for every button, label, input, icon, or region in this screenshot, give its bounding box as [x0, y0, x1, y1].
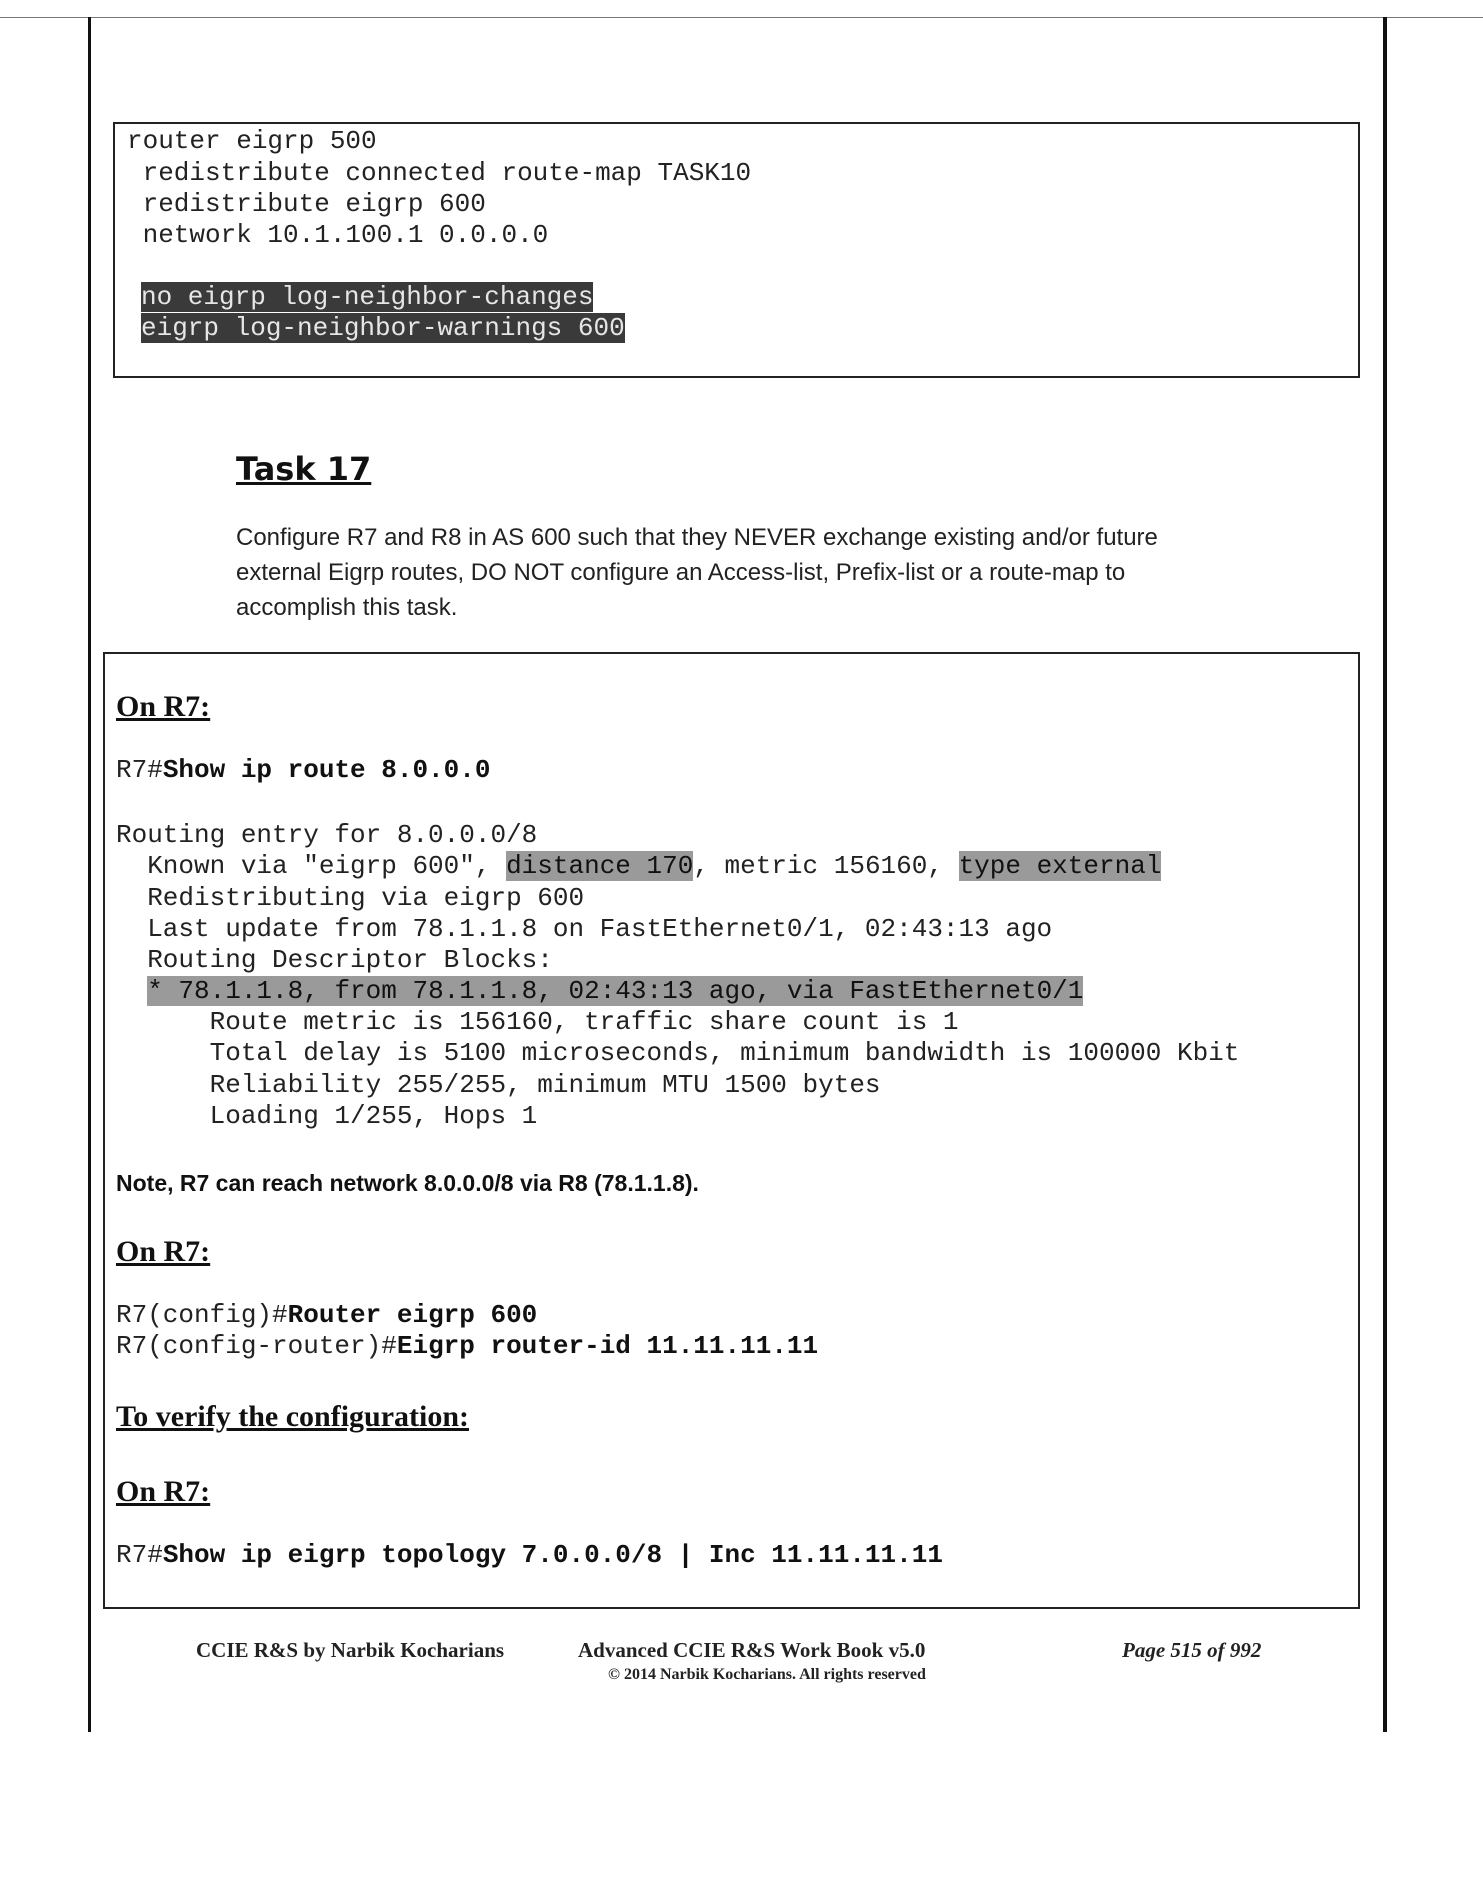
footer-book-title: Advanced CCIE R&S Work Book v5.0 — [578, 1638, 926, 1662]
output-line — [116, 976, 1083, 1007]
output-line: Routing Descriptor Blocks: — [116, 945, 553, 975]
task-title: Task 17 — [236, 450, 372, 488]
highlight-distance: distance 170 — [506, 851, 694, 881]
section-heading: On R7: — [116, 1235, 211, 1268]
config-line: router eigrp 500 — [127, 126, 377, 156]
output-line: Routing entry for 8.0.0.0/8 — [116, 820, 538, 850]
config-line: redistribute connected route-map TASK10 — [127, 158, 752, 188]
output-line: Last update from 78.1.1.8 on FastEthernet0/1, 02:43:13 ago — [116, 914, 1053, 944]
highlight-descriptor-block: * 78.1.1.8, from 78.1.1.8, 02:43:13 ago, via FastEthernet0/1 — [147, 976, 1084, 1006]
output-line: Route metric is 156160, traffic share count is 1 — [116, 1007, 959, 1037]
highlighted-config-line: no eigrp log-neighbor-changes — [141, 282, 594, 312]
left-margin-line — [88, 17, 91, 1732]
command-line: R7#Show ip route 8.0.0.0 — [116, 755, 491, 785]
top-border-line — [0, 17, 1483, 18]
output-line: Redistributing via eigrp 600 — [116, 883, 585, 913]
output-line: Known via "eigrp 600", distance 170, metric 156160, type external — [116, 851, 1162, 881]
config-command-line: R7(config)#Router eigrp 600 — [116, 1300, 538, 1330]
section-heading: On R7: — [116, 690, 211, 723]
footer-copyright: © 2014 Narbik Kocharians. All rights reserved — [608, 1666, 926, 1683]
section-heading: On R7: — [116, 1475, 211, 1508]
verify-heading: To verify the configuration: — [116, 1400, 470, 1433]
command-line: R7#Show ip eigrp topology 7.0.0.0/8 | Inc 11.11.11.11 — [116, 1540, 943, 1570]
output-line: Total delay is 5100 microseconds, minimum bandwidth is 100000 Kbit — [116, 1038, 1240, 1068]
footer-author: CCIE R&S by Narbik Kocharians — [196, 1638, 505, 1662]
config-line: network 10.1.100.1 0.0.0.0 — [127, 220, 549, 250]
config-command-line: R7(config-router)#Eigrp router-id 11.11.11.11 — [116, 1331, 819, 1361]
highlight-type-external: type external — [958, 851, 1162, 881]
config-line: redistribute eigrp 600 — [127, 189, 486, 219]
note-text: Note, R7 can reach network 8.0.0.0/8 via R8 (78.1.1.8). — [116, 1170, 699, 1196]
highlighted-config-line: eigrp log-neighbor-warnings 600 — [141, 313, 625, 343]
task-description: Configure R7 and R8 in AS 600 such that they NEVER exchange existing and/or future external Eigrp routes, DO NOT configure an Access-list, Prefix-list or a route-map to accomplish this task. — [236, 524, 1158, 621]
right-margin-line — [1383, 17, 1387, 1732]
footer-page-number: Page 515 of 992 — [1122, 1638, 1262, 1662]
output-line: Loading 1/255, Hops 1 — [116, 1101, 538, 1131]
output-line: Reliability 255/255, minimum MTU 1500 bytes — [116, 1070, 881, 1100]
